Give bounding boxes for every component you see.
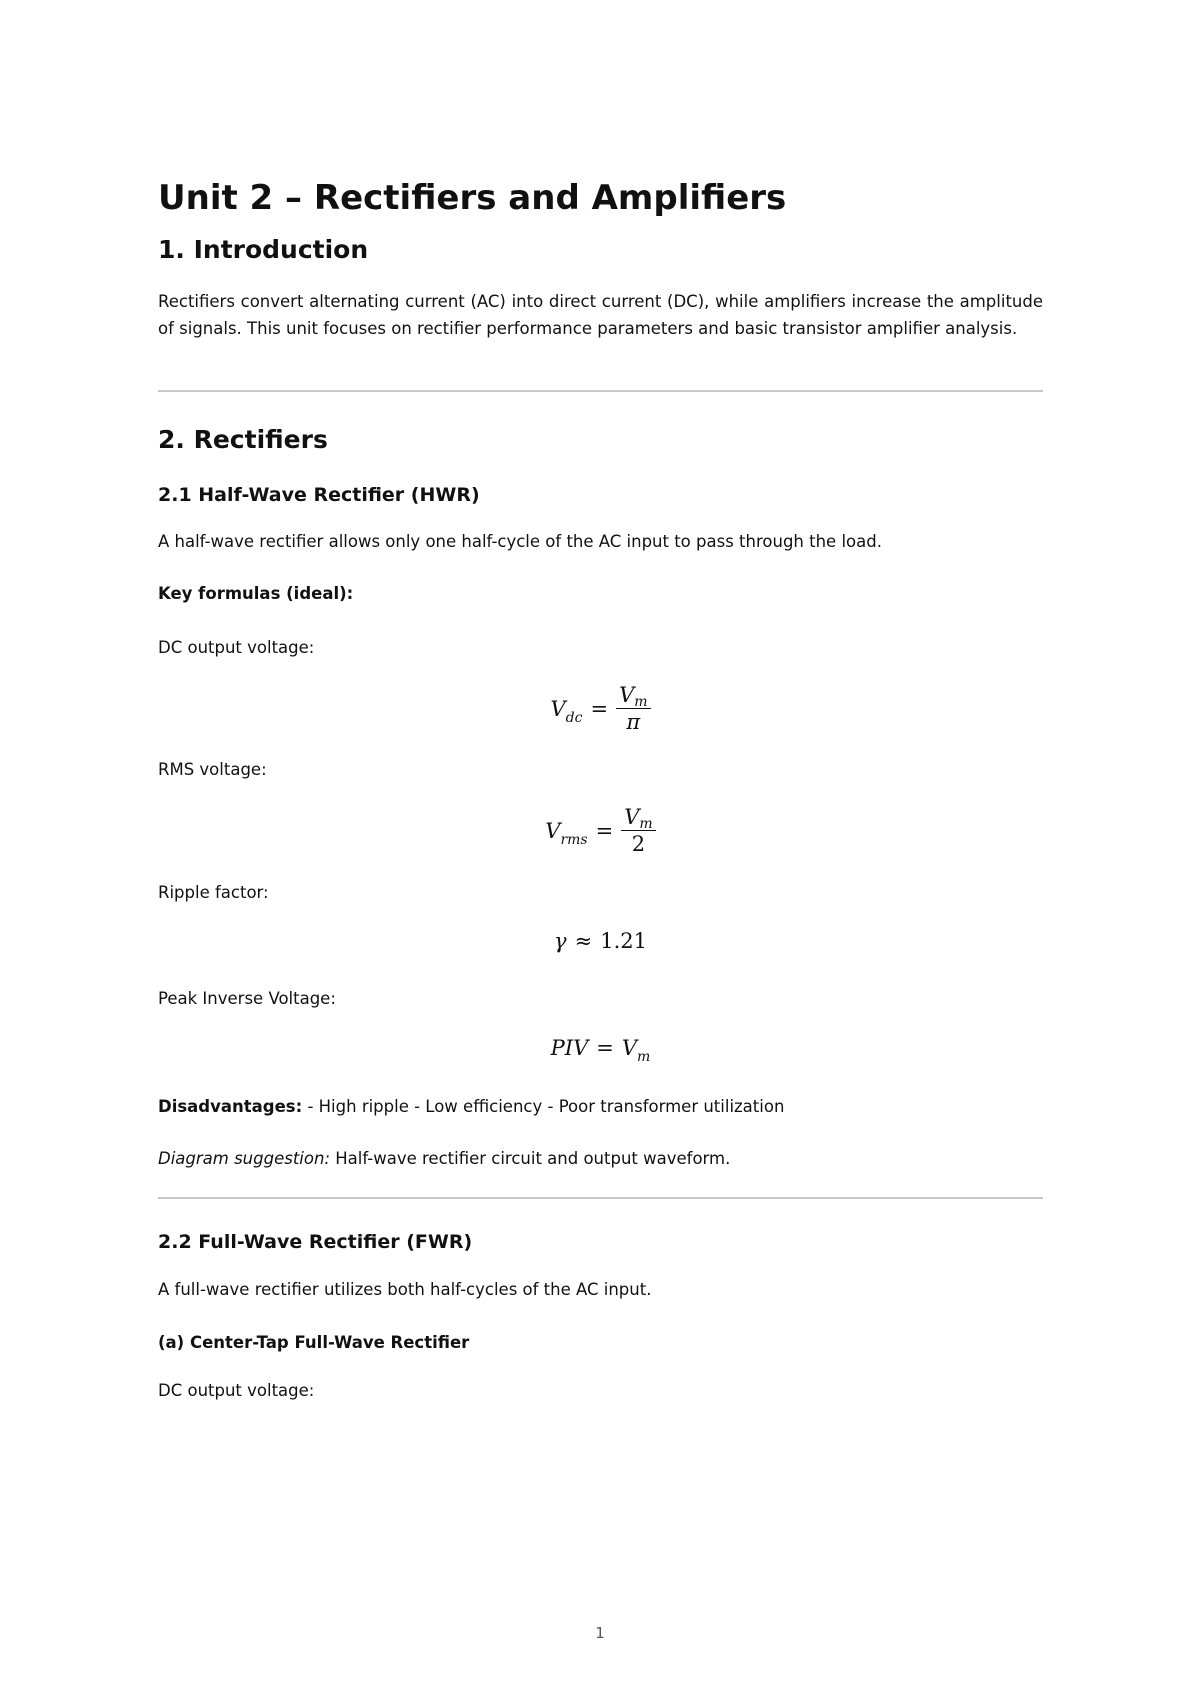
ripple-factor-label: Ripple factor: [158,883,269,902]
fwr-description: A full-wave rectifier utilizes both half-cycles of the AC input. [158,1280,652,1299]
formula-vdc [158,684,1043,733]
formula-vrms-den: 2 [631,832,646,857]
formula-vrms-equals: = [595,818,614,843]
dc-output-voltage-label: DC output voltage: [158,638,315,657]
document-title: Unit 2 – Rectifiers and Amplifiers [158,178,787,218]
formula-vrms-lhs-sub: rms [560,831,588,848]
formula-piv [158,1036,1043,1065]
key-formulas-label: Key formulas (ideal): [158,584,354,603]
formula-vrms-fraction [621,806,655,855]
formula-piv-rhs: V [621,1036,638,1060]
formula-vdc-equals: = [590,696,609,721]
formula-vdc-num-sub: m [634,694,648,710]
document-page [158,0,1043,1696]
formula-piv-lhs: PIV [550,1036,589,1060]
formula-vrms-num: V [624,805,640,829]
introduction-paragraph: Rectifiers convert alternating current (AC) into direct current (DC), while amplifiers increase the amplitude of signals. This unit focuses on rectifier performance parameters and basic transistor amplifier analysis. [158,292,1043,338]
formula-vdc-den: π [626,710,641,735]
section-heading-introduction: 1. Introduction [158,235,369,264]
rms-voltage-label: RMS voltage: [158,760,267,779]
formula-ripple-op: ≈ [574,929,593,953]
formula-vrms-lhs: V [545,818,561,843]
section-heading-rectifiers: 2. Rectifiers [158,425,328,454]
hwr-description: A half-wave rectifier allows only one half-cycle of the AC input to pass through the load. [158,532,882,551]
formula-vdc-lhs-sub: dc [565,709,583,726]
formula-piv-equals: = [596,1036,614,1060]
diagram-suggestion-label: Diagram suggestion: [158,1149,331,1168]
center-tap-heading: (a) Center-Tap Full-Wave Rectifier [158,1333,470,1352]
section-divider [158,390,1043,392]
formula-ripple [158,929,1043,953]
formula-vdc-num: V [619,683,635,707]
fwr-dc-output-voltage-label: DC output voltage: [158,1381,315,1400]
subsection-heading-hwr: 2.1 Half-Wave Rectifier (HWR) [158,484,480,506]
section-divider [158,1197,1043,1199]
formula-vrms [158,806,1043,855]
page-number: 1 [595,1624,605,1642]
disadvantages-text: - High ripple - Low efficiency - Poor transformer utilization [302,1097,785,1116]
formula-ripple-var: γ [554,929,567,953]
disadvantages-label: Disadvantages: [158,1097,303,1116]
piv-label: Peak Inverse Voltage: [158,989,336,1008]
diagram-suggestion-line [158,1146,730,1172]
formula-piv-rhs-sub: m [637,1049,651,1065]
formula-vdc-fraction [616,684,650,733]
formula-vrms-num-sub: m [639,816,653,832]
disadvantages-line [158,1094,784,1120]
diagram-suggestion-text: Half-wave rectifier circuit and output waveform. [330,1149,731,1168]
formula-vdc-lhs: V [550,696,566,721]
formula-ripple-value: 1.21 [600,929,647,953]
subsection-heading-fwr: 2.2 Full-Wave Rectifier (FWR) [158,1231,473,1253]
